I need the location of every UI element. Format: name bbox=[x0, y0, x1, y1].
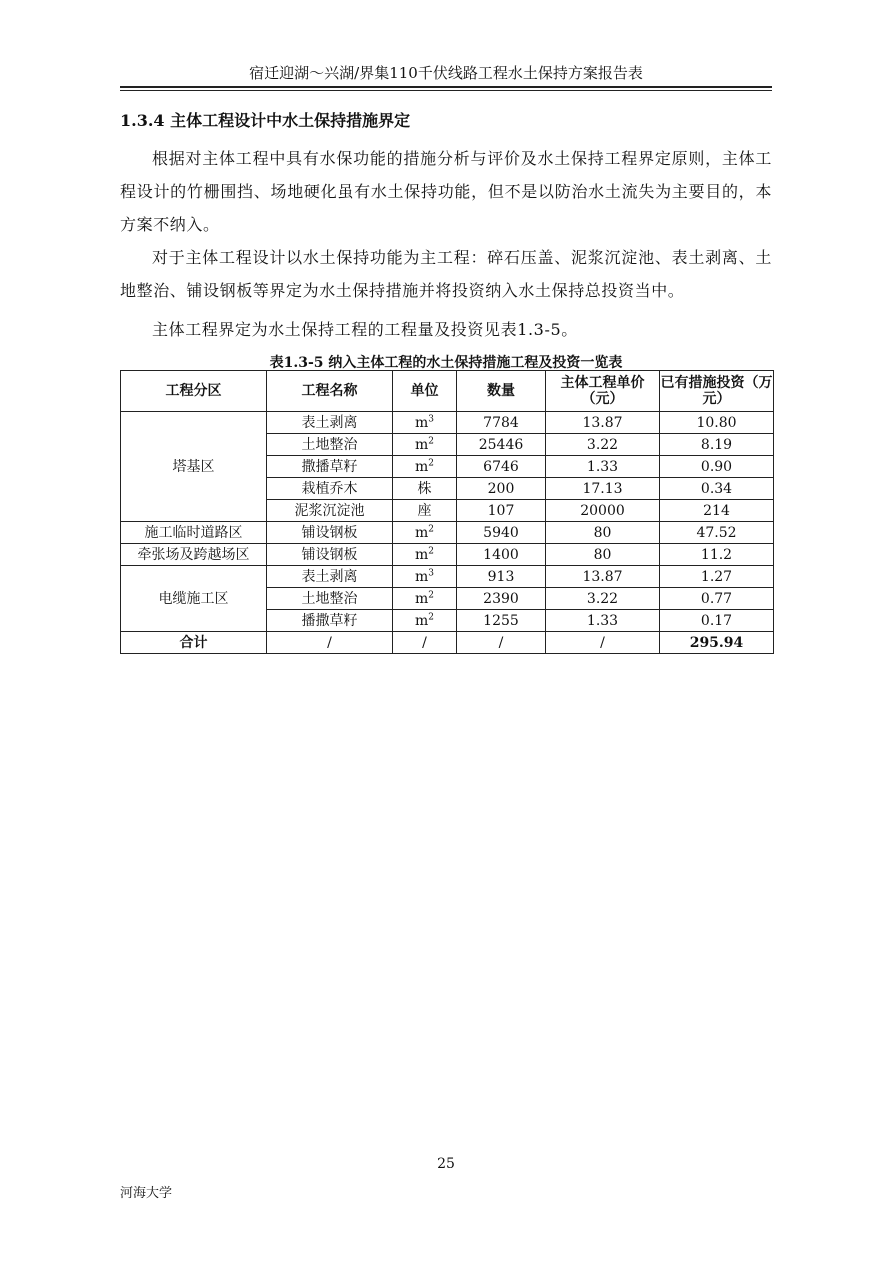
qty-cell: 200 bbox=[457, 478, 546, 500]
invest-cell: 10.80 bbox=[660, 412, 774, 434]
unit-cell bbox=[393, 544, 457, 566]
name-cell: 铺设钢板 bbox=[267, 522, 393, 544]
unit-cell bbox=[393, 478, 457, 500]
unit-exponent: 2 bbox=[428, 435, 434, 446]
unit-base: m bbox=[414, 414, 429, 431]
invest-cell: 0.90 bbox=[660, 456, 774, 478]
unit-exponent: 2 bbox=[428, 589, 434, 600]
header-invest: 已有措施投资（万元） bbox=[660, 371, 774, 412]
zone-cell: 牵张场及跨越场区 bbox=[121, 544, 267, 566]
unit-cell bbox=[393, 456, 457, 478]
price-cell: 3.22 bbox=[546, 434, 660, 456]
page-number: 25 bbox=[437, 1156, 455, 1172]
invest-cell: 1.27 bbox=[660, 566, 774, 588]
price-cell: 17.13 bbox=[546, 478, 660, 500]
unit-exponent: 3 bbox=[428, 567, 434, 578]
price-cell: 1.33 bbox=[546, 456, 660, 478]
name-cell: 栽植乔木 bbox=[267, 478, 393, 500]
invest-cell: 0.17 bbox=[660, 610, 774, 632]
zone-cell: 电缆施工区 bbox=[121, 566, 267, 632]
header-unit: 单位 bbox=[393, 371, 457, 412]
unit-cell bbox=[393, 500, 457, 522]
qty-cell: 913 bbox=[457, 566, 546, 588]
invest-cell: 47.52 bbox=[660, 522, 774, 544]
unit-base: m bbox=[414, 546, 429, 563]
unit-base: m bbox=[414, 458, 429, 475]
table-row bbox=[121, 566, 774, 588]
qty-cell: 107 bbox=[457, 500, 546, 522]
price-cell: 80 bbox=[546, 522, 660, 544]
invest-cell: 11.2 bbox=[660, 544, 774, 566]
total-price: / bbox=[546, 632, 660, 654]
section-title: 1.3.4 主体工程设计中水土保持措施界定 bbox=[120, 111, 411, 130]
name-cell: 土地整治 bbox=[267, 588, 393, 610]
price-cell: 20000 bbox=[546, 500, 660, 522]
qty-cell: 5940 bbox=[457, 522, 546, 544]
header-qty: 数量 bbox=[457, 371, 546, 412]
total-invest: 295.94 bbox=[660, 632, 774, 654]
zone-cell: 施工临时道路区 bbox=[121, 522, 267, 544]
price-cell: 13.87 bbox=[546, 566, 660, 588]
name-cell: 播撒草籽 bbox=[267, 610, 393, 632]
qty-cell: 7784 bbox=[457, 412, 546, 434]
total-label: 合计 bbox=[121, 632, 267, 654]
invest-cell: 214 bbox=[660, 500, 774, 522]
paragraph-1: 根据对主体工程中具有水保功能的措施分析与评价及水土保持工程界定原则，主体工程设计的竹栅围挡、场地硬化虽有水土保持功能，但不是以防治水土流失为主要目的，本方案不纳入。 bbox=[120, 149, 772, 234]
name-cell: 土地整治 bbox=[267, 434, 393, 456]
qty-cell: 25446 bbox=[457, 434, 546, 456]
table-caption: 表1.3-5 纳入主体工程的水土保持措施工程及投资一览表 bbox=[269, 355, 623, 371]
name-cell: 撒播草籽 bbox=[267, 456, 393, 478]
invest-cell: 0.34 bbox=[660, 478, 774, 500]
name-cell: 泥浆沉淀池 bbox=[267, 500, 393, 522]
name-cell: 铺设钢板 bbox=[267, 544, 393, 566]
unit-exponent: 2 bbox=[428, 523, 434, 534]
table-row bbox=[121, 522, 774, 544]
unit-cell bbox=[393, 566, 457, 588]
name-cell: 表土剥离 bbox=[267, 566, 393, 588]
unit-cell bbox=[393, 522, 457, 544]
unit-exponent: 2 bbox=[428, 545, 434, 556]
unit-base: 座 bbox=[417, 502, 432, 519]
footer-institution: 河海大学 bbox=[120, 1186, 173, 1201]
qty-cell: 6746 bbox=[457, 456, 546, 478]
name-cell: 表土剥离 bbox=[267, 412, 393, 434]
unit-exponent: 3 bbox=[428, 413, 434, 424]
unit-exponent: 2 bbox=[428, 611, 434, 622]
header-zone: 工程分区 bbox=[121, 371, 267, 412]
total-unit: / bbox=[393, 632, 457, 654]
unit-base: m bbox=[414, 612, 429, 629]
unit-cell bbox=[393, 412, 457, 434]
header-rule-thick bbox=[120, 86, 772, 88]
paragraph-2: 对于主体工程设计以水土保持功能为主工程：碎石压盖、泥浆沉淀池、表土剥离、土地整治、铺设钢板等界定为水土保持措施并将投资纳入水土保持总投资当中。 bbox=[120, 248, 772, 300]
unit-cell bbox=[393, 434, 457, 456]
header-price: 主体工程单价（元） bbox=[546, 371, 660, 412]
qty-cell: 1400 bbox=[457, 544, 546, 566]
page-header: 宿迁迎湖～兴湖/界集110千伏线路工程水土保持方案报告表 bbox=[249, 64, 643, 82]
unit-base: m bbox=[414, 568, 429, 585]
table-header-row bbox=[121, 371, 774, 412]
price-cell: 13.87 bbox=[546, 412, 660, 434]
qty-cell: 2390 bbox=[457, 588, 546, 610]
unit-base: 株 bbox=[417, 480, 432, 497]
unit-cell bbox=[393, 610, 457, 632]
table-body bbox=[121, 412, 774, 654]
invest-cell: 8.19 bbox=[660, 434, 774, 456]
price-cell: 80 bbox=[546, 544, 660, 566]
table-row bbox=[121, 544, 774, 566]
header-name: 工程名称 bbox=[267, 371, 393, 412]
unit-exponent: 2 bbox=[428, 457, 434, 468]
paragraph-3: 主体工程界定为水土保持工程的工程量及投资见表1.3-5。 bbox=[152, 320, 578, 339]
qty-cell: 1255 bbox=[457, 610, 546, 632]
unit-cell bbox=[393, 588, 457, 610]
price-cell: 3.22 bbox=[546, 588, 660, 610]
invest-cell: 0.77 bbox=[660, 588, 774, 610]
total-qty: / bbox=[457, 632, 546, 654]
table-row bbox=[121, 412, 774, 434]
price-cell: 1.33 bbox=[546, 610, 660, 632]
unit-base: m bbox=[414, 436, 429, 453]
zone-cell: 塔基区 bbox=[121, 412, 267, 522]
total-row bbox=[121, 632, 774, 654]
investment-table bbox=[120, 370, 774, 654]
unit-base: m bbox=[414, 590, 429, 607]
total-name: / bbox=[267, 632, 393, 654]
header-rule-thin bbox=[120, 90, 772, 91]
unit-base: m bbox=[414, 524, 429, 541]
